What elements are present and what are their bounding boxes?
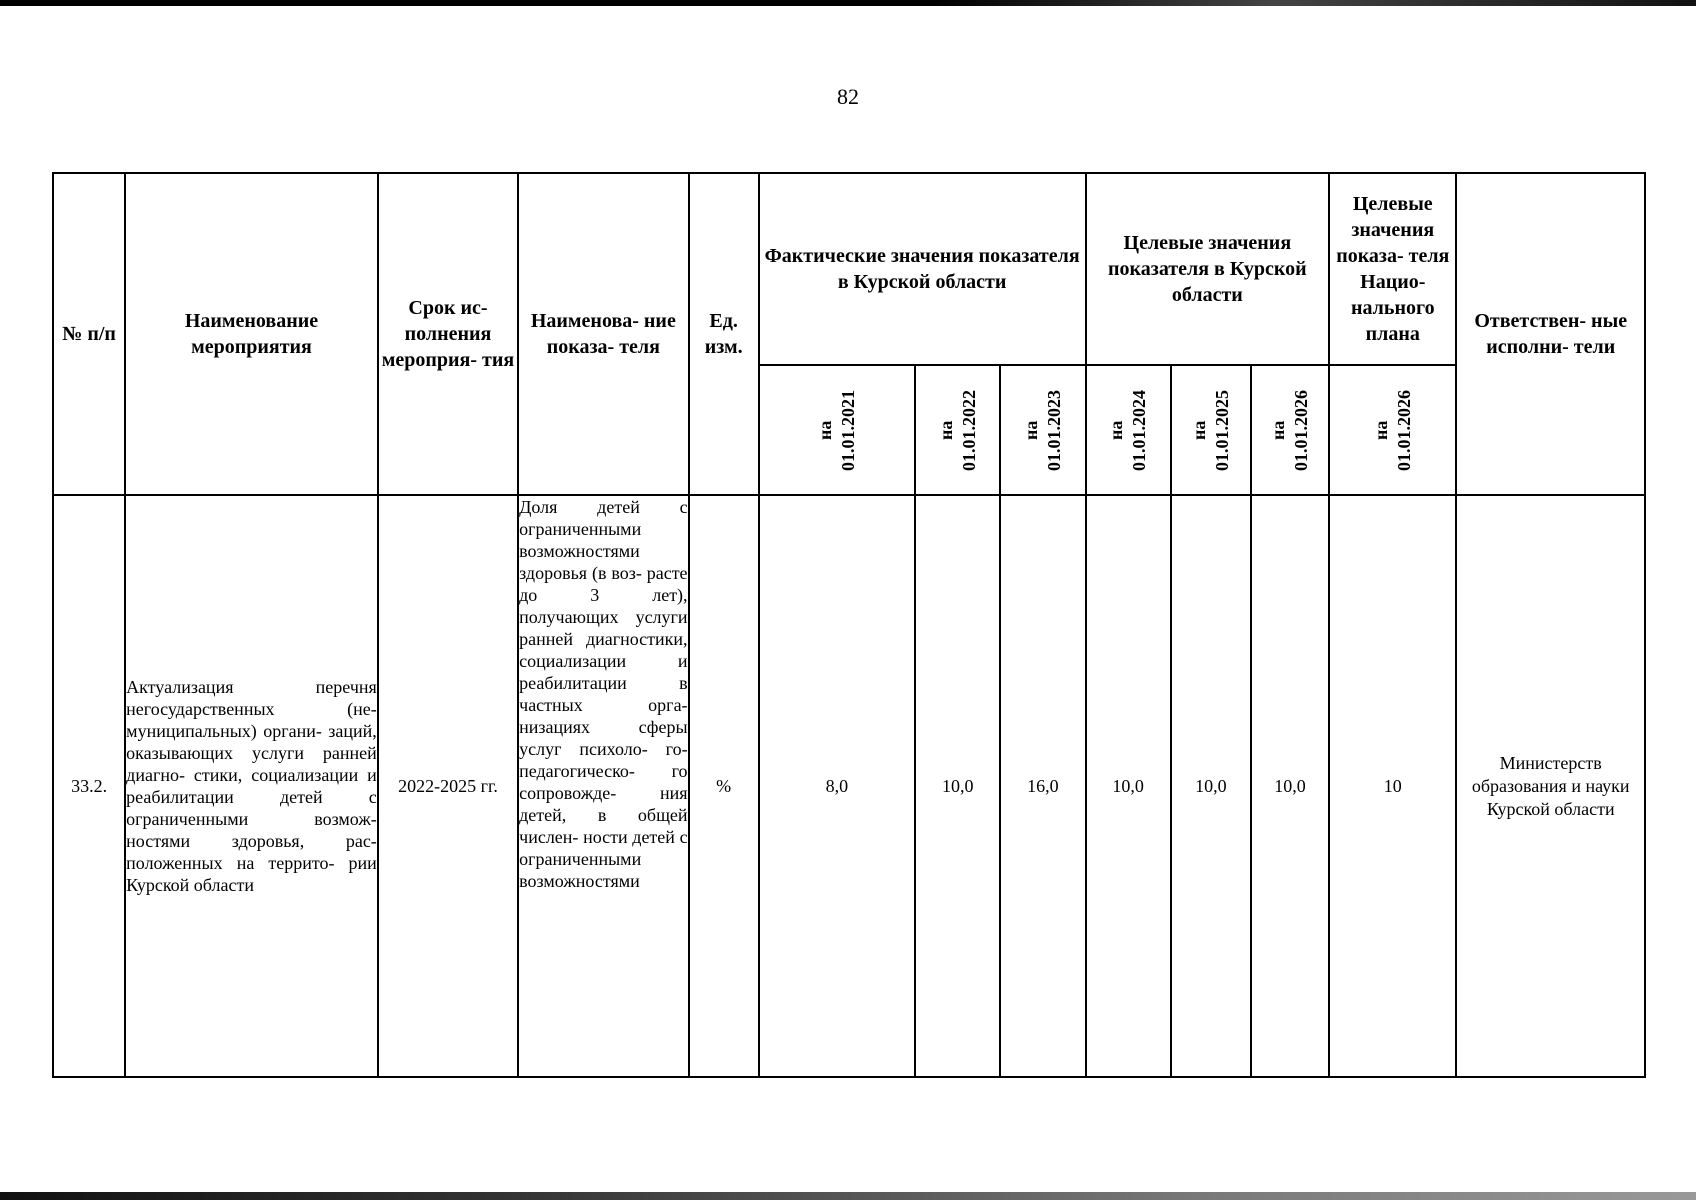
date-label-2024: на 01.01.2024	[1106, 389, 1150, 471]
header-deadline: Срок ис- полнения мероприя- тия	[378, 173, 518, 495]
scan-edge-top	[0, 0, 1696, 6]
cell-event-name: Актуализация перечня негосударственных (не- муниципальных) органи- заций, оказывающих услуги ранней диагно- стики, социализации и реабилитации детей с ограниченными возмож- ностями здоровья, рас- положенных на террито- рии Курской области	[125, 495, 378, 1077]
header-date-2024	[1086, 365, 1171, 495]
header-num: № п/п	[53, 173, 125, 495]
header-date-national-2026	[1329, 365, 1456, 495]
date-label-2023: на 01.01.2023	[1020, 389, 1064, 471]
date-label-2026: на 01.01.2026	[1268, 389, 1312, 471]
date-label-national-2026: на 01.01.2026	[1370, 389, 1414, 471]
cell-indicator-name: Доля детей с ограниченными возможностями здоровья (в воз- расте до 3 лет), получающих услуги ранней диагностики, социализации и реабилитации в частных орга- низациях сферы услуг психоло- го- педагогическо- го сопровожде- ния детей, в общей числен- ности детей с ограниченными возможностями	[518, 495, 688, 1077]
header-actual-values: Фактические значения показателя в Курской области	[759, 173, 1086, 365]
cell-actual-2022: 10,0	[915, 495, 1000, 1077]
scan-edge-bottom	[0, 1192, 1696, 1200]
cell-target-2024: 10,0	[1086, 495, 1171, 1077]
header-date-2022	[915, 365, 1000, 495]
header-date-2025	[1171, 365, 1251, 495]
cell-actual-2023: 16,0	[1000, 495, 1085, 1077]
header-indicator-name: Наименова- ние показа- теля	[518, 173, 688, 495]
cell-target-2025: 10,0	[1171, 495, 1251, 1077]
cell-num: 33.2.	[53, 495, 125, 1077]
header-unit: Ед. изм.	[689, 173, 759, 495]
header-event-name: Наименование мероприятия	[125, 173, 378, 495]
cell-target-2026: 10,0	[1251, 495, 1329, 1077]
header-date-2021	[759, 365, 915, 495]
cell-national-2026: 10	[1329, 495, 1456, 1077]
date-label-2022: на 01.01.2022	[935, 389, 979, 471]
cell-responsible: Министерств образования и науки Курской области	[1456, 495, 1645, 1077]
date-label-2025: на 01.01.2025	[1188, 389, 1232, 471]
page-number: 82	[837, 84, 859, 109]
date-label-2021: на 01.01.2021	[814, 389, 858, 471]
cell-actual-2021: 8,0	[759, 495, 915, 1077]
cell-unit: %	[689, 495, 759, 1077]
measures-table	[52, 172, 1646, 1078]
header-date-2026	[1251, 365, 1329, 495]
header-responsible: Ответствен- ные исполни- тели	[1456, 173, 1645, 495]
header-row-1	[53, 173, 1645, 365]
header-date-2023	[1000, 365, 1085, 495]
header-national-target: Целевые значения показа- теля Нацио- нального плана	[1329, 173, 1456, 365]
table-row	[53, 495, 1645, 1077]
header-target-values: Целевые значения показателя в Курской области	[1086, 173, 1330, 365]
cell-deadline: 2022-2025 гг.	[378, 495, 518, 1077]
